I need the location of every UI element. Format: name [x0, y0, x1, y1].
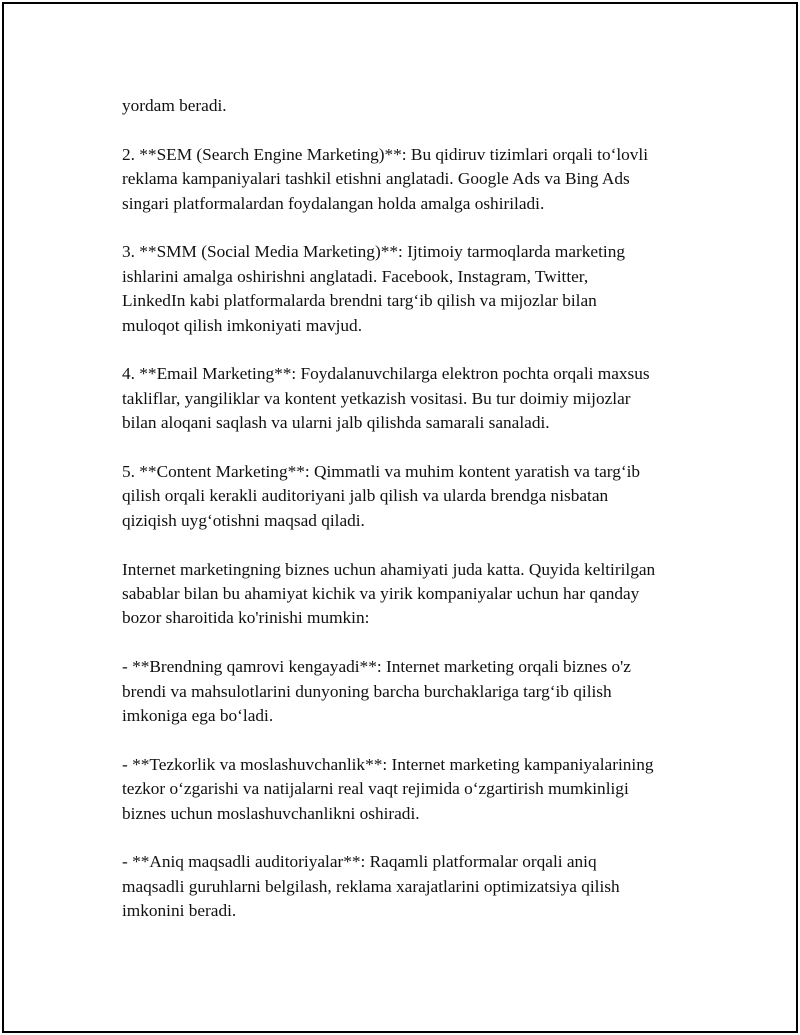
bullet-brand-reach: - **Brendning qamrovi kengayadi**: Internet marketing orqali biznes o'z brendi va mahsulotlarini dunyoning barcha burchaklariga targ‘ib qilish imkoniga ega bo‘ladi.	[122, 657, 631, 726]
list-item-email-marketing: 4. **Email Marketing**: Foydalanuvchilarga elektron pochta orqali maxsus takliflar, yangiliklar va kontent yetkazish vositasi. Bu tur doimiy mijozlar bilan aloqani saqlash va ularni jalb qilishda samarali sanaladi.	[122, 364, 650, 433]
list-item-sem: 2. **SEM (Search Engine Marketing)**: Bu qidiruv tizimlari orqali to‘lovli reklama kampaniyalari tashkil etishni anglatadi. Google Ads va Bing Ads singari platformalardan foydalangan holda amalga oshiriladi.	[122, 144, 649, 213]
paragraph-importance: Internet marketingning biznes uchun ahamiyati juda katta. Quyida keltirilgan sabablar bilan bu ahamiyat kichik va yirik kompaniyalar uchun har qanday bozor sharoitida ko'rinishi mumkin:	[122, 559, 656, 628]
document-body	[122, 94, 722, 948]
list-item-content-marketing: 5. **Content Marketing**: Qimmatli va muhim kontent yaratish va targ‘ib qilish orqali kerakli auditoriyani jalb qilish va ularda brendga nisbatan qiziqish uyg‘otishni maqsad qiladi.	[122, 462, 641, 530]
bullet-targeted-audience: - **Aniq maqsadli auditoriyalar**: Raqamli platformalar orqali aniq maqsadli guruhlarni belgilash, reklama xarajatlarini optimizatsiya qilish imkonini beradi.	[122, 852, 620, 921]
page-frame	[2, 2, 798, 1033]
list-item-smm: 3. **SMM (Social Media Marketing)**: Ijtimoiy tarmoqlarda marketing ishlarini amalga oshirishni anglatadi. Facebook, Instagram, Twitter, LinkedIn kabi platformalarda brendni targ‘ib qilish va mijozlar bilan muloqot qilish imkoniyati mavjud.	[122, 242, 625, 335]
paragraph-continuation: yordam beradi.	[122, 96, 227, 115]
bullet-agility: - **Tezkorlik va moslashuvchanlik**: Internet marketing kampaniyalarining tezkor o‘zgarishi va natijalarni real vaqt rejimida o‘zgartirish mumkinligi biznes uchun moslashuvchanlikni oshiradi.	[122, 754, 654, 823]
